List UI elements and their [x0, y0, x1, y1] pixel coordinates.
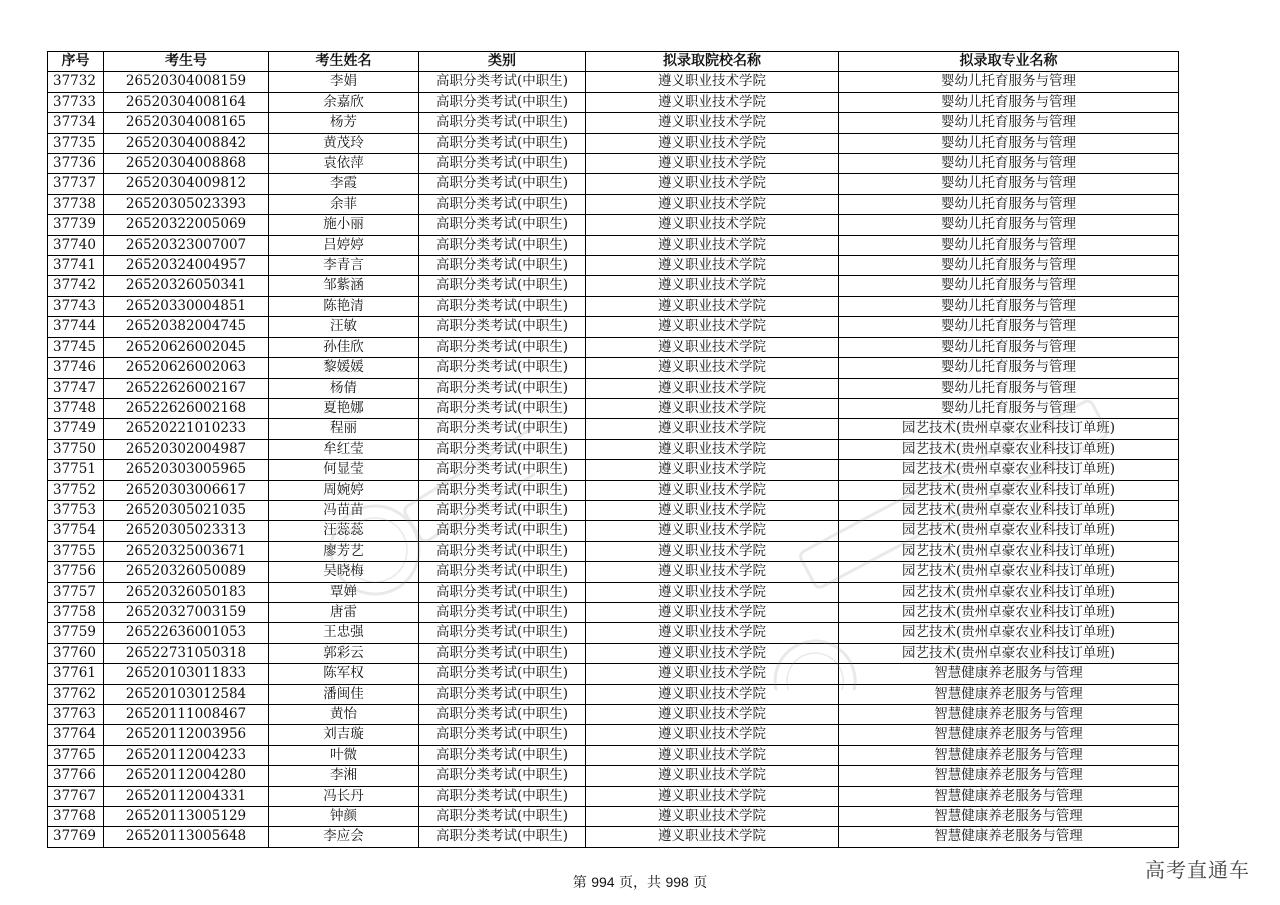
major-cell: 婴幼儿托育服务与管理 [839, 276, 1179, 296]
category-cell: 高职分类考试(中职生) [419, 480, 586, 500]
category-cell: 高职分类考试(中职生) [419, 460, 586, 480]
category-cell: 高职分类考试(中职生) [419, 439, 586, 459]
student-name-cell: 李应会 [269, 827, 419, 847]
student-name-cell: 王忠强 [269, 623, 419, 643]
major-cell: 园艺技术(贵州卓豪农业科技订单班) [839, 643, 1179, 663]
seq-cell: 37741 [48, 256, 104, 276]
school-cell: 遵义职业技术学院 [586, 766, 839, 786]
school-cell: 遵义职业技术学院 [586, 807, 839, 827]
seq-cell: 37759 [48, 623, 104, 643]
footer-prefix: 第 [572, 875, 592, 891]
school-cell: 遵义职业技术学院 [586, 378, 839, 398]
school-cell: 遵义职业技术学院 [586, 358, 839, 378]
table-row [48, 500, 1179, 520]
seq-cell: 37734 [48, 113, 104, 133]
major-cell: 婴幼儿托育服务与管理 [839, 378, 1179, 398]
header-exam-number: 考生号 [104, 52, 269, 72]
major-cell: 婴幼儿托育服务与管理 [839, 296, 1179, 316]
category-cell: 高职分类考试(中职生) [419, 807, 586, 827]
seq-cell: 37739 [48, 215, 104, 235]
school-cell: 遵义职业技术学院 [586, 541, 839, 561]
table-row [48, 317, 1179, 337]
table-row [48, 827, 1179, 847]
student-name-cell: 覃婵 [269, 582, 419, 602]
exam-number-cell: 26522636001053 [104, 623, 269, 643]
exam-number-cell: 26520304008868 [104, 154, 269, 174]
exam-number-cell: 26520326050341 [104, 276, 269, 296]
seq-cell: 37746 [48, 358, 104, 378]
school-cell: 遵义职业技术学院 [586, 92, 839, 112]
student-name-cell: 周婉婷 [269, 480, 419, 500]
table-row [48, 113, 1179, 133]
exam-number-cell: 26520112003956 [104, 725, 269, 745]
major-cell: 园艺技术(贵州卓豪农业科技订单班) [839, 500, 1179, 520]
table-row [48, 705, 1179, 725]
school-cell: 遵义职业技术学院 [586, 337, 839, 357]
seq-cell: 37738 [48, 194, 104, 214]
seq-cell: 37740 [48, 235, 104, 255]
school-cell: 遵义职业技术学院 [586, 439, 839, 459]
table-row [48, 256, 1179, 276]
major-cell: 婴幼儿托育服务与管理 [839, 256, 1179, 276]
student-name-cell: 李青言 [269, 256, 419, 276]
table-row [48, 664, 1179, 684]
seq-cell: 37766 [48, 766, 104, 786]
table-row [48, 419, 1179, 439]
table-row [48, 582, 1179, 602]
table-row [48, 745, 1179, 765]
category-cell: 高职分类考试(中职生) [419, 92, 586, 112]
seq-cell: 37748 [48, 398, 104, 418]
total-pages-number: 998 [665, 874, 689, 890]
category-cell: 高职分类考试(中职生) [419, 623, 586, 643]
table-row [48, 439, 1179, 459]
admission-table [47, 51, 1179, 848]
school-cell: 遵义职业技术学院 [586, 643, 839, 663]
table-row [48, 72, 1179, 92]
student-name-cell: 杨芳 [269, 113, 419, 133]
seq-cell: 37747 [48, 378, 104, 398]
student-name-cell: 李霞 [269, 174, 419, 194]
current-page-number: 994 [591, 874, 615, 890]
major-cell: 婴幼儿托育服务与管理 [839, 133, 1179, 153]
exam-number-cell: 26520324004957 [104, 256, 269, 276]
school-cell: 遵义职业技术学院 [586, 154, 839, 174]
exam-number-cell: 26520304008165 [104, 113, 269, 133]
table-row [48, 766, 1179, 786]
student-name-cell: 刘吉璇 [269, 725, 419, 745]
student-name-cell: 余嘉欣 [269, 92, 419, 112]
category-cell: 高职分类考试(中职生) [419, 72, 586, 92]
major-cell: 婴幼儿托育服务与管理 [839, 154, 1179, 174]
table-row [48, 133, 1179, 153]
category-cell: 高职分类考试(中职生) [419, 705, 586, 725]
exam-number-cell: 26520304008842 [104, 133, 269, 153]
school-cell: 遵义职业技术学院 [586, 500, 839, 520]
exam-number-cell: 26520113005648 [104, 827, 269, 847]
seq-cell: 37736 [48, 154, 104, 174]
major-cell: 园艺技术(贵州卓豪农业科技订单班) [839, 562, 1179, 582]
seq-cell: 37733 [48, 92, 104, 112]
exam-number-cell: 26520327003159 [104, 602, 269, 622]
major-cell: 智慧健康养老服务与管理 [839, 786, 1179, 806]
student-name-cell: 吕婷婷 [269, 235, 419, 255]
exam-number-cell: 26520304008164 [104, 92, 269, 112]
school-cell: 遵义职业技术学院 [586, 725, 839, 745]
exam-number-cell: 26522731050318 [104, 643, 269, 663]
major-cell: 婴幼儿托育服务与管理 [839, 113, 1179, 133]
exam-number-cell: 26520323007007 [104, 235, 269, 255]
table-row [48, 623, 1179, 643]
school-cell: 遵义职业技术学院 [586, 664, 839, 684]
school-cell: 遵义职业技术学院 [586, 276, 839, 296]
category-cell: 高职分类考试(中职生) [419, 582, 586, 602]
table-row [48, 480, 1179, 500]
exam-number-cell: 26520304009812 [104, 174, 269, 194]
student-name-cell: 孙佳欣 [269, 337, 419, 357]
table-row [48, 684, 1179, 704]
major-cell: 园艺技术(贵州卓豪农业科技订单班) [839, 419, 1179, 439]
category-cell: 高职分类考试(中职生) [419, 296, 586, 316]
category-cell: 高职分类考试(中职生) [419, 378, 586, 398]
student-name-cell: 冯苗苗 [269, 500, 419, 520]
student-name-cell: 程丽 [269, 419, 419, 439]
exam-number-cell: 26520113005129 [104, 807, 269, 827]
exam-number-cell: 26520103011833 [104, 664, 269, 684]
seq-cell: 37749 [48, 419, 104, 439]
exam-number-cell: 26520626002045 [104, 337, 269, 357]
seq-cell: 37742 [48, 276, 104, 296]
school-cell: 遵义职业技术学院 [586, 174, 839, 194]
major-cell: 婴幼儿托育服务与管理 [839, 174, 1179, 194]
student-name-cell: 唐雷 [269, 602, 419, 622]
student-name-cell: 邹紫涵 [269, 276, 419, 296]
table-row [48, 174, 1179, 194]
category-cell: 高职分类考试(中职生) [419, 174, 586, 194]
school-cell: 遵义职业技术学院 [586, 215, 839, 235]
category-cell: 高职分类考试(中职生) [419, 398, 586, 418]
exam-number-cell: 26520112004331 [104, 786, 269, 806]
header-student-name: 考生姓名 [269, 52, 419, 72]
school-cell: 遵义职业技术学院 [586, 296, 839, 316]
category-cell: 高职分类考试(中职生) [419, 133, 586, 153]
student-name-cell: 叶微 [269, 745, 419, 765]
school-cell: 遵义职业技术学院 [586, 256, 839, 276]
student-name-cell: 汪敏 [269, 317, 419, 337]
school-cell: 遵义职业技术学院 [586, 786, 839, 806]
major-cell: 婴幼儿托育服务与管理 [839, 92, 1179, 112]
exam-number-cell: 26520382004745 [104, 317, 269, 337]
header-category: 类别 [419, 52, 586, 72]
school-cell: 遵义职业技术学院 [586, 460, 839, 480]
table-row [48, 602, 1179, 622]
exam-number-cell: 26520303005965 [104, 460, 269, 480]
category-cell: 高职分类考试(中职生) [419, 643, 586, 663]
major-cell: 智慧健康养老服务与管理 [839, 664, 1179, 684]
table-header-row [48, 52, 1179, 72]
seq-cell: 37752 [48, 480, 104, 500]
major-cell: 园艺技术(贵州卓豪农业科技订单班) [839, 602, 1179, 622]
seq-cell: 37756 [48, 562, 104, 582]
category-cell: 高职分类考试(中职生) [419, 500, 586, 520]
major-cell: 园艺技术(贵州卓豪农业科技订单班) [839, 521, 1179, 541]
major-cell: 婴幼儿托育服务与管理 [839, 358, 1179, 378]
major-cell: 园艺技术(贵州卓豪农业科技订单班) [839, 460, 1179, 480]
exam-number-cell: 26520103012584 [104, 684, 269, 704]
category-cell: 高职分类考试(中职生) [419, 235, 586, 255]
exam-number-cell: 26520221010233 [104, 419, 269, 439]
major-cell: 婴幼儿托育服务与管理 [839, 72, 1179, 92]
major-cell: 园艺技术(贵州卓豪农业科技订单班) [839, 582, 1179, 602]
table-row [48, 92, 1179, 112]
brand-label: 高考直通车 [1145, 858, 1250, 882]
exam-number-cell: 26520326050089 [104, 562, 269, 582]
category-cell: 高职分类考试(中职生) [419, 194, 586, 214]
major-cell: 智慧健康养老服务与管理 [839, 725, 1179, 745]
major-cell: 智慧健康养老服务与管理 [839, 807, 1179, 827]
table-row [48, 643, 1179, 663]
major-cell: 婴幼儿托育服务与管理 [839, 194, 1179, 214]
school-cell: 遵义职业技术学院 [586, 582, 839, 602]
category-cell: 高职分类考试(中职生) [419, 113, 586, 133]
category-cell: 高职分类考试(中职生) [419, 684, 586, 704]
student-name-cell: 施小丽 [269, 215, 419, 235]
seq-cell: 37763 [48, 705, 104, 725]
exam-number-cell: 26520305023313 [104, 521, 269, 541]
school-cell: 遵义职业技术学院 [586, 317, 839, 337]
page-footer [0, 872, 1280, 892]
school-cell: 遵义职业技术学院 [586, 398, 839, 418]
table-row [48, 337, 1179, 357]
category-cell: 高职分类考试(中职生) [419, 827, 586, 847]
school-cell: 遵义职业技术学院 [586, 113, 839, 133]
school-cell: 遵义职业技术学院 [586, 602, 839, 622]
school-cell: 遵义职业技术学院 [586, 684, 839, 704]
exam-number-cell: 26520326050183 [104, 582, 269, 602]
seq-cell: 37745 [48, 337, 104, 357]
student-name-cell: 余菲 [269, 194, 419, 214]
exam-number-cell: 26520304008159 [104, 72, 269, 92]
category-cell: 高职分类考试(中职生) [419, 602, 586, 622]
category-cell: 高职分类考试(中职生) [419, 541, 586, 561]
admission-list [47, 51, 1178, 848]
table-row [48, 235, 1179, 255]
seq-cell: 37769 [48, 827, 104, 847]
school-cell: 遵义职业技术学院 [586, 745, 839, 765]
table-row [48, 562, 1179, 582]
table-row [48, 276, 1179, 296]
category-cell: 高职分类考试(中职生) [419, 562, 586, 582]
school-cell: 遵义职业技术学院 [586, 705, 839, 725]
category-cell: 高职分类考试(中职生) [419, 256, 586, 276]
student-name-cell: 黄茂玲 [269, 133, 419, 153]
category-cell: 高职分类考试(中职生) [419, 521, 586, 541]
category-cell: 高职分类考试(中职生) [419, 276, 586, 296]
school-cell: 遵义职业技术学院 [586, 827, 839, 847]
major-cell: 智慧健康养老服务与管理 [839, 766, 1179, 786]
student-name-cell: 陈军权 [269, 664, 419, 684]
footer-middle: 页，共 [614, 875, 666, 891]
seq-cell: 37758 [48, 602, 104, 622]
category-cell: 高职分类考试(中职生) [419, 154, 586, 174]
school-cell: 遵义职业技术学院 [586, 562, 839, 582]
table-row [48, 296, 1179, 316]
seq-cell: 37767 [48, 786, 104, 806]
header-seq: 序号 [48, 52, 104, 72]
table-row [48, 807, 1179, 827]
footer-suffix: 页 [688, 875, 708, 891]
category-cell: 高职分类考试(中职生) [419, 337, 586, 357]
major-cell: 智慧健康养老服务与管理 [839, 745, 1179, 765]
student-name-cell: 潘闽佳 [269, 684, 419, 704]
seq-cell: 37751 [48, 460, 104, 480]
exam-number-cell: 26520305023393 [104, 194, 269, 214]
table-row [48, 460, 1179, 480]
seq-cell: 37762 [48, 684, 104, 704]
exam-number-cell: 26522626002168 [104, 398, 269, 418]
seq-cell: 37743 [48, 296, 104, 316]
school-cell: 遵义职业技术学院 [586, 72, 839, 92]
seq-cell: 37768 [48, 807, 104, 827]
header-school: 拟录取院校名称 [586, 52, 839, 72]
seq-cell: 37755 [48, 541, 104, 561]
seq-cell: 37754 [48, 521, 104, 541]
seq-cell: 37761 [48, 664, 104, 684]
student-name-cell: 冯长丹 [269, 786, 419, 806]
exam-number-cell: 26520322005069 [104, 215, 269, 235]
category-cell: 高职分类考试(中职生) [419, 419, 586, 439]
exam-number-cell: 26520626002063 [104, 358, 269, 378]
table-row [48, 521, 1179, 541]
student-name-cell: 钟颜 [269, 807, 419, 827]
school-cell: 遵义职业技术学院 [586, 419, 839, 439]
category-cell: 高职分类考试(中职生) [419, 664, 586, 684]
table-row [48, 398, 1179, 418]
student-name-cell: 李湘 [269, 766, 419, 786]
category-cell: 高职分类考试(中职生) [419, 745, 586, 765]
exam-number-cell: 26520325003671 [104, 541, 269, 561]
major-cell: 婴幼儿托育服务与管理 [839, 317, 1179, 337]
major-cell: 智慧健康养老服务与管理 [839, 705, 1179, 725]
category-cell: 高职分类考试(中职生) [419, 725, 586, 745]
seq-cell: 37735 [48, 133, 104, 153]
school-cell: 遵义职业技术学院 [586, 623, 839, 643]
exam-number-cell: 26520305021035 [104, 500, 269, 520]
exam-number-cell: 26520112004280 [104, 766, 269, 786]
seq-cell: 37737 [48, 174, 104, 194]
school-cell: 遵义职业技术学院 [586, 194, 839, 214]
category-cell: 高职分类考试(中职生) [419, 358, 586, 378]
student-name-cell: 杨倩 [269, 378, 419, 398]
major-cell: 园艺技术(贵州卓豪农业科技订单班) [839, 480, 1179, 500]
student-name-cell: 黎媛媛 [269, 358, 419, 378]
table-body [48, 72, 1179, 847]
table-row [48, 541, 1179, 561]
major-cell: 婴幼儿托育服务与管理 [839, 235, 1179, 255]
major-cell: 婴幼儿托育服务与管理 [839, 337, 1179, 357]
table-row [48, 725, 1179, 745]
table-row [48, 154, 1179, 174]
exam-number-cell: 26520111008467 [104, 705, 269, 725]
school-cell: 遵义职业技术学院 [586, 521, 839, 541]
exam-number-cell: 26522626002167 [104, 378, 269, 398]
student-name-cell: 陈艳清 [269, 296, 419, 316]
student-name-cell: 李娟 [269, 72, 419, 92]
category-cell: 高职分类考试(中职生) [419, 215, 586, 235]
student-name-cell: 汪蕊蕊 [269, 521, 419, 541]
exam-number-cell: 26520303006617 [104, 480, 269, 500]
exam-number-cell: 26520330004851 [104, 296, 269, 316]
table-row [48, 215, 1179, 235]
student-name-cell: 廖芳艺 [269, 541, 419, 561]
student-name-cell: 何显莹 [269, 460, 419, 480]
category-cell: 高职分类考试(中职生) [419, 786, 586, 806]
table-row [48, 194, 1179, 214]
major-cell: 婴幼儿托育服务与管理 [839, 215, 1179, 235]
student-name-cell: 黄怡 [269, 705, 419, 725]
major-cell: 智慧健康养老服务与管理 [839, 684, 1179, 704]
major-cell: 园艺技术(贵州卓豪农业科技订单班) [839, 439, 1179, 459]
student-name-cell: 夏艳娜 [269, 398, 419, 418]
seq-cell: 37760 [48, 643, 104, 663]
major-cell: 园艺技术(贵州卓豪农业科技订单班) [839, 623, 1179, 643]
student-name-cell: 吴晓梅 [269, 562, 419, 582]
table-row [48, 358, 1179, 378]
student-name-cell: 袁依萍 [269, 154, 419, 174]
category-cell: 高职分类考试(中职生) [419, 766, 586, 786]
table-row [48, 786, 1179, 806]
seq-cell: 37753 [48, 500, 104, 520]
school-cell: 遵义职业技术学院 [586, 133, 839, 153]
school-cell: 遵义职业技术学院 [586, 480, 839, 500]
exam-number-cell: 26520302004987 [104, 439, 269, 459]
seq-cell: 37765 [48, 745, 104, 765]
seq-cell: 37732 [48, 72, 104, 92]
student-name-cell: 郭彩云 [269, 643, 419, 663]
exam-number-cell: 26520112004233 [104, 745, 269, 765]
seq-cell: 37744 [48, 317, 104, 337]
table-row [48, 378, 1179, 398]
seq-cell: 37750 [48, 439, 104, 459]
seq-cell: 37764 [48, 725, 104, 745]
major-cell: 婴幼儿托育服务与管理 [839, 398, 1179, 418]
student-name-cell: 牟红莹 [269, 439, 419, 459]
category-cell: 高职分类考试(中职生) [419, 317, 586, 337]
school-cell: 遵义职业技术学院 [586, 235, 839, 255]
header-major: 拟录取专业名称 [839, 52, 1179, 72]
seq-cell: 37757 [48, 582, 104, 602]
major-cell: 园艺技术(贵州卓豪农业科技订单班) [839, 541, 1179, 561]
major-cell: 智慧健康养老服务与管理 [839, 827, 1179, 847]
